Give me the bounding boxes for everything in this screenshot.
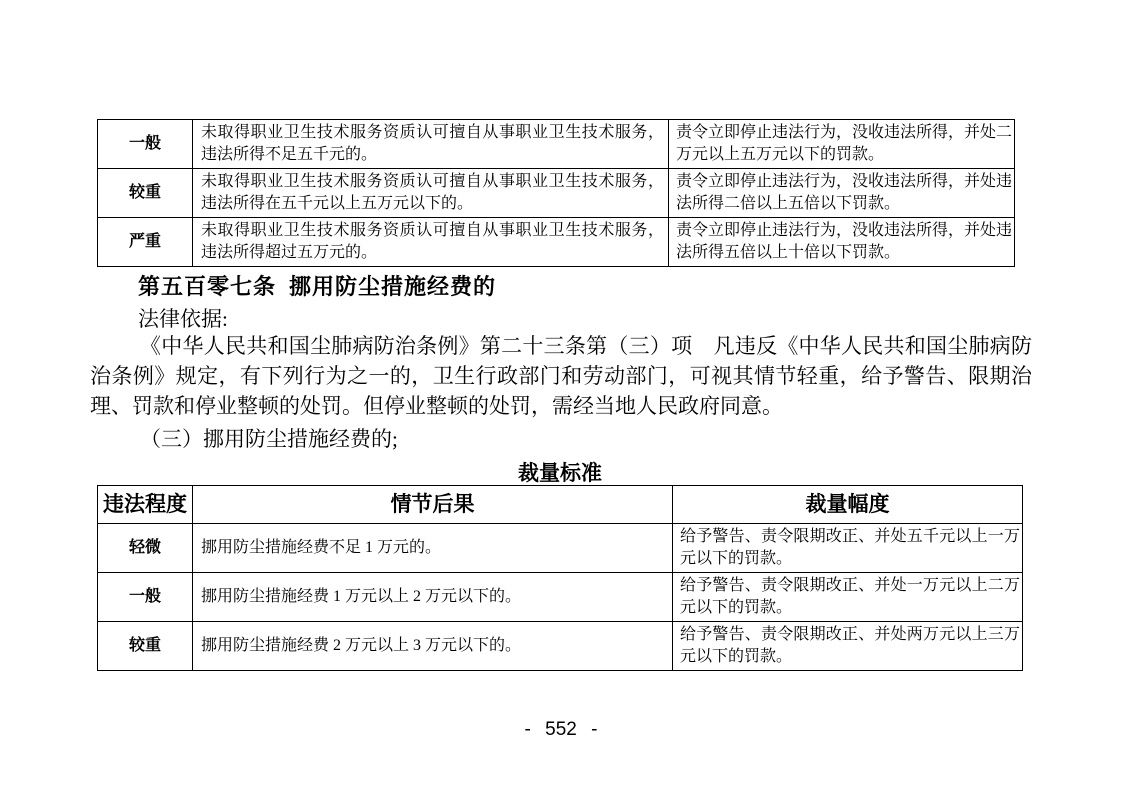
column-header-circumstance: 情节后果 [193,486,673,524]
penalty-cell: 责令立即停止违法行为，没收违法所得，并处违法所得五倍以上十倍以下罚款。 [669,218,1015,267]
circumstance-cell: 挪用防尘措施经费 2 万元以上 3 万元以下的。 [193,622,673,671]
circumstance-cell: 挪用防尘措施经费不足 1 万元的。 [193,524,673,573]
table-row [98,622,1023,671]
penalty-cell: 责令立即停止违法行为，没收违法所得，并处二万元以上五万元以下的罚款。 [669,120,1015,169]
severity-level-cell: 一般 [98,120,193,169]
penalty-cell: 责令立即停止违法行为，没收违法所得，并处违法所得二倍以上五倍以下罚款。 [669,169,1015,218]
circumstance-cell: 未取得职业卫生技术服务资质认可擅自从事职业卫生技术服务，违法所得超过五万元的。 [193,218,669,267]
circumstance-cell: 挪用防尘措施经费 1 万元以上 2 万元以下的。 [193,573,673,622]
item-clause: （三）挪用防尘措施经费的; [140,427,398,451]
table-header-row [98,486,1023,524]
circumstance-cell: 未取得职业卫生技术服务资质认可擅自从事职业卫生技术服务，违法所得在五千元以上五万元以下的。 [193,169,669,218]
table-row [98,169,1015,218]
standards-table-title: 裁量标准 [518,462,602,485]
severity-level-cell: 较重 [98,622,193,671]
severity-level-cell: 一般 [98,573,193,622]
column-header-violation-degree: 违法程度 [98,486,193,524]
table-row [98,120,1015,169]
penalty-cell: 给予警告、责令限期改正、并处一万元以上二万元以下的罚款。 [673,573,1023,622]
article-heading: 第五百零七条 挪用防尘措施经费的 [138,274,497,299]
table-row [98,218,1015,267]
standards-table [97,485,1023,671]
circumstance-cell: 未取得职业卫生技术服务资质认可擅自从事职业卫生技术服务，违法所得不足五千元的。 [193,120,669,169]
penalty-cell: 给予警告、责令限期改正、并处五千元以上一万元以下的罚款。 [673,524,1023,573]
penalty-table-continued [97,119,1015,267]
legal-basis-paragraph: 《中华人民共和国尘肺病防治条例》第二十三条第（三）项 凡违反《中华人民共和国尘肺病防治条例》规定，有下列行为之一的，卫生行政部门和劳动部门，可视其情节轻重，给予警告、限期治理、罚款和停业整顿的处罚。但停业整顿的处罚，需经当地人民政府同意。 [90,334,1032,418]
legal-basis-label: 法律依据: [138,307,228,331]
severity-level-cell: 较重 [98,169,193,218]
table-row [98,524,1023,573]
severity-level-cell: 严重 [98,218,193,267]
table-row [98,573,1023,622]
penalty-cell: 给予警告、责令限期改正、并处两万元以上三万元以下的罚款。 [673,622,1023,671]
page-number: - 552 - [524,719,598,740]
severity-level-cell: 轻微 [98,524,193,573]
column-header-discretion-range: 裁量幅度 [673,486,1023,524]
